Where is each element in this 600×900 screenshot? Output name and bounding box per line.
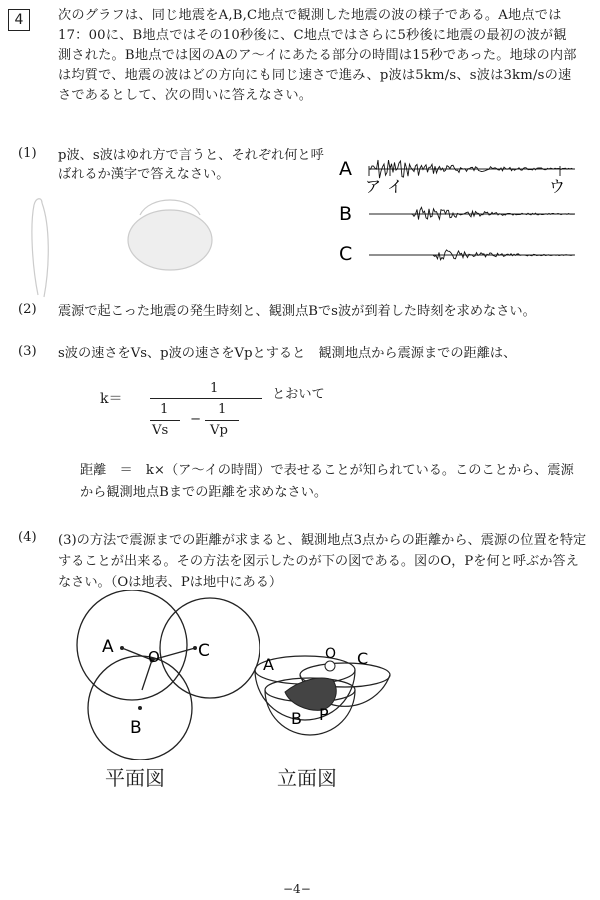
q3-line1: s波の速さをVs、p波の速さをVpとすると 観測地点から震源までの距離は、 xyxy=(58,346,517,361)
elevation-view-diagram xyxy=(245,620,395,750)
plan-view-caption: 平面図 xyxy=(105,766,165,790)
plan-label-a: A xyxy=(102,637,114,657)
plan-view-diagram xyxy=(70,590,260,760)
q3-label: (3) xyxy=(18,344,37,359)
station-a-label: A xyxy=(339,158,352,180)
station-c-label: C xyxy=(339,243,353,265)
formula-vp: Vp xyxy=(210,423,228,438)
plan-label-c: C xyxy=(198,641,210,661)
marker-u: ウ xyxy=(549,177,566,196)
formula-one-a: 1 xyxy=(160,402,169,417)
plan-label-o: O xyxy=(148,648,160,666)
q4-label: (4) xyxy=(18,530,37,545)
q2-text: 震源で起こった地震の発生時刻と、観測点Bでs波が到着した時刻を求めなさい。 xyxy=(58,304,536,319)
elev-label-p: P xyxy=(319,705,329,724)
formula-numerator: 1 xyxy=(210,381,219,396)
elev-label-c: C xyxy=(357,649,369,668)
formula-one-b: 1 xyxy=(218,402,227,417)
formula-minus: − xyxy=(190,412,202,427)
formula-k: k＝ xyxy=(100,391,123,407)
q1-label: (1) xyxy=(18,146,37,161)
seismograph xyxy=(335,148,585,273)
elevation-view-caption: 立面図 xyxy=(277,766,337,790)
q3-line2: 距離 ＝ k×（ア〜イの時間）で表せることが知られている。このことから、震源から観測地点Bまでの距離を求めなさい。 xyxy=(80,463,574,500)
station-b-label: B xyxy=(339,203,353,225)
marker-i: イ xyxy=(387,177,404,196)
formula-toite: とおいて xyxy=(272,387,325,402)
bleed-through-figure xyxy=(20,185,250,305)
elev-label-a: A xyxy=(263,655,274,674)
page-number: −4− xyxy=(283,882,311,896)
plan-label-b: B xyxy=(130,718,142,738)
q1-text: p波、s波はゆれ方で言うと、それぞれ何と呼ばれるか漢字で答えなさい。 xyxy=(58,148,324,182)
formula-vs: Vs xyxy=(152,423,169,438)
q2-label: (2) xyxy=(18,302,37,317)
wave-b xyxy=(411,207,575,219)
q4-text: (3)の方法で震源までの距離が求まると、観測地点3点からの距離から、震源の位置を特定することが出来る。その方法を図示したのが下の図である。図のO，Pを何と呼ぶか答えなさい。（Oは地表、Pは地中にある） xyxy=(58,533,587,590)
problem-intro: 次のグラフは、同じ地震をA,B,C地点で観測した地震の波の様子である。A地点では17：00に、B地点ではその10秒後に、C地点ではさらに5秒後に地震の最初の波が観測された。B地点では図のAのア〜イにあたる部分の時間は15秒であった。地球の内部は均質で、地震の波はどの方向にも同じ速さで進み、p波は5km/s、s波は3km/sの速さであるとして、次の問いに答えなさい。 xyxy=(58,8,577,103)
elev-label-b: B xyxy=(291,709,302,728)
elev-label-o: O xyxy=(325,646,337,662)
problem-number-box: 4 xyxy=(8,9,30,31)
formula-main-bar xyxy=(150,398,262,399)
marker-a: ア xyxy=(365,177,382,196)
